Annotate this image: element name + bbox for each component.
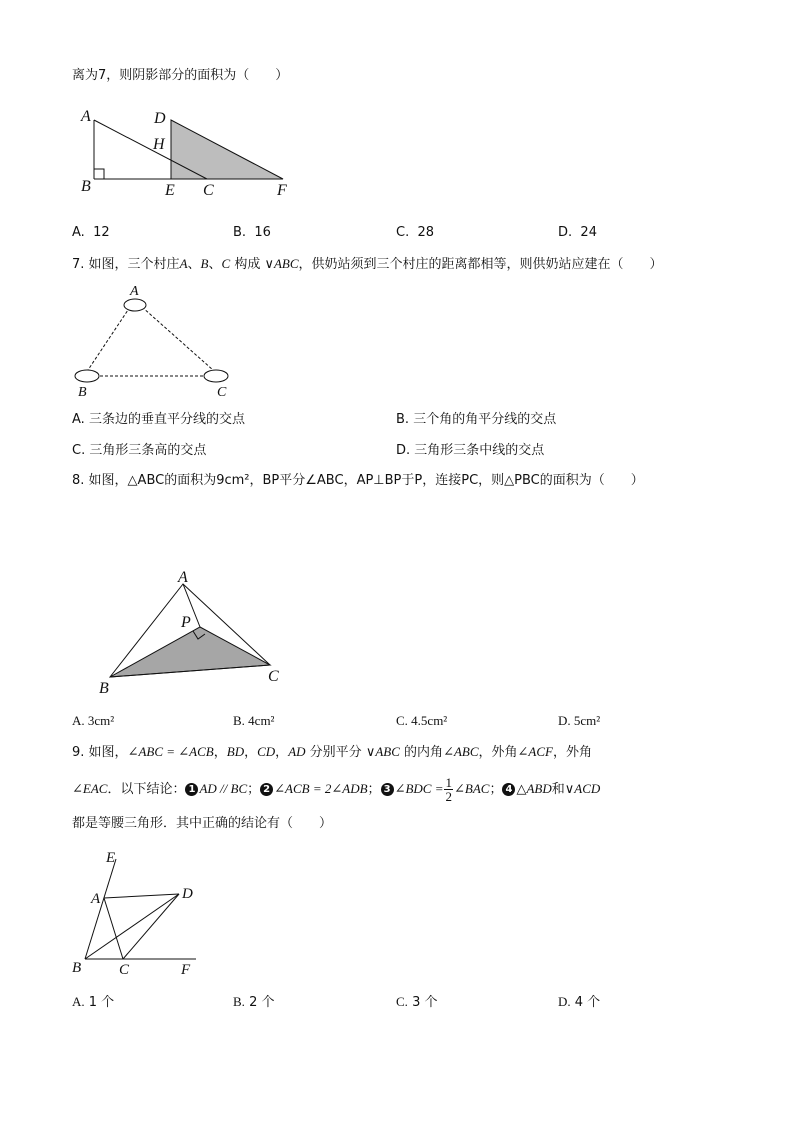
q6-label-F: F xyxy=(277,182,287,199)
q7-village-C xyxy=(204,370,228,382)
q6-label-C: C xyxy=(203,182,214,199)
q6-label-A: A xyxy=(81,108,91,125)
q8-option-c: C. 4.5cm² xyxy=(396,713,448,728)
q9-segment-AC xyxy=(104,898,123,959)
q7-figure xyxy=(70,282,240,402)
q9-ray-BE xyxy=(85,859,116,959)
fraction-one-half: $\frac{1}{2}$ xyxy=(445,775,452,804)
q8-label-B: B xyxy=(99,680,109,697)
q7-label-B: B xyxy=(78,385,87,400)
q8-label-P: P xyxy=(181,614,191,631)
q6-option-b: B. 16 xyxy=(233,225,271,240)
q9-option-c: C. 3 个 xyxy=(396,994,438,1010)
q6-right-angle-mark xyxy=(94,169,104,179)
q7-village-A xyxy=(124,299,146,311)
q8-label-A: A xyxy=(178,569,188,586)
q9-segment-AD xyxy=(104,894,179,898)
q9-label-B: B xyxy=(72,960,82,976)
conclusion-2-mark: 2 xyxy=(260,783,273,796)
q7-option-c: C. 三角形三条高的交点 xyxy=(72,443,207,458)
q6-label-D: D xyxy=(154,110,166,127)
q7-option-d: D. 三角形三条中线的交点 xyxy=(396,443,545,458)
q7-label-A: A xyxy=(130,284,139,299)
q7-dashed-AC xyxy=(142,307,213,370)
q9-option-b: B. 2 个 xyxy=(233,994,275,1010)
q9-option-d: D. 4 个 xyxy=(558,994,601,1010)
q6-figure xyxy=(75,100,305,200)
q6-shaded-triangle xyxy=(171,120,283,179)
q9-stem-line3: 都是等腰三角形．其中正确的结论有（ ） xyxy=(72,816,333,831)
q6-label-B: B xyxy=(81,178,91,195)
q7-label-C: C xyxy=(217,385,227,400)
q6-option-c: C. 28 xyxy=(396,225,435,240)
q8-option-b: B. 4cm² xyxy=(233,713,275,728)
q8-shaded-triangle-PBC xyxy=(110,627,270,677)
q9-option-a: A. 1 个 xyxy=(72,994,115,1010)
conclusion-4-mark: 4 xyxy=(502,783,515,796)
q8-option-a: A. 3cm² xyxy=(72,713,115,728)
q8-stem: 8. 如图，△ABC的面积为9cm²，BP平分∠ABC，AP⊥BP于P，连接PC，则△PBC的面积为（ ） xyxy=(72,473,644,488)
q9-stem-line1: 9. 如图，∠ABC = ∠ACB，BD，CD，AD 分别平分 ∨ABC 的内角∠ABC，外角∠ACF，外角 xyxy=(72,744,592,760)
conclusion-3-mark: 3 xyxy=(381,783,394,796)
q8-figure xyxy=(95,565,295,700)
q7-option-a: A. 三条边的垂直平分线的交点 xyxy=(72,412,245,427)
conclusion-1-mark: 1 xyxy=(185,783,198,796)
q6-option-d: D. 24 xyxy=(558,225,597,240)
q6-stem-tail: 离为7，则阴影部分的面积为（ ） xyxy=(72,68,289,83)
q7-dashed-AB xyxy=(88,307,130,370)
q9-label-D: D xyxy=(182,886,193,902)
q9-label-E: E xyxy=(106,850,116,866)
q7-option-b: B. 三个角的角平分线的交点 xyxy=(396,412,557,427)
q7-village-B xyxy=(75,370,99,382)
q6-label-E: E xyxy=(165,182,175,199)
q6-option-a: A. 12 xyxy=(72,225,110,240)
q8-label-C: C xyxy=(268,668,279,685)
q9-label-A: A xyxy=(91,891,101,907)
q8-option-d: D. 5cm² xyxy=(558,713,601,728)
q6-label-H: H xyxy=(153,136,165,153)
q9-stem-line2: ∠EAC．以下结论： 1 AD // BC； 2 ∠ACB = 2∠ADB； 3 ∠BDC = $\frac{1}{2}$ ∠BAC； 4 △ABD和∨ACD xyxy=(72,775,601,804)
q7-stem: 7. 如图，三个村庄A、B、C 构成 ∨ABC，供奶站须到三个村庄的距离都相等，则供奶站应建在（ ） xyxy=(72,256,663,272)
q9-label-F: F xyxy=(181,962,191,978)
q9-label-C: C xyxy=(119,962,130,978)
q9-figure xyxy=(70,846,210,981)
